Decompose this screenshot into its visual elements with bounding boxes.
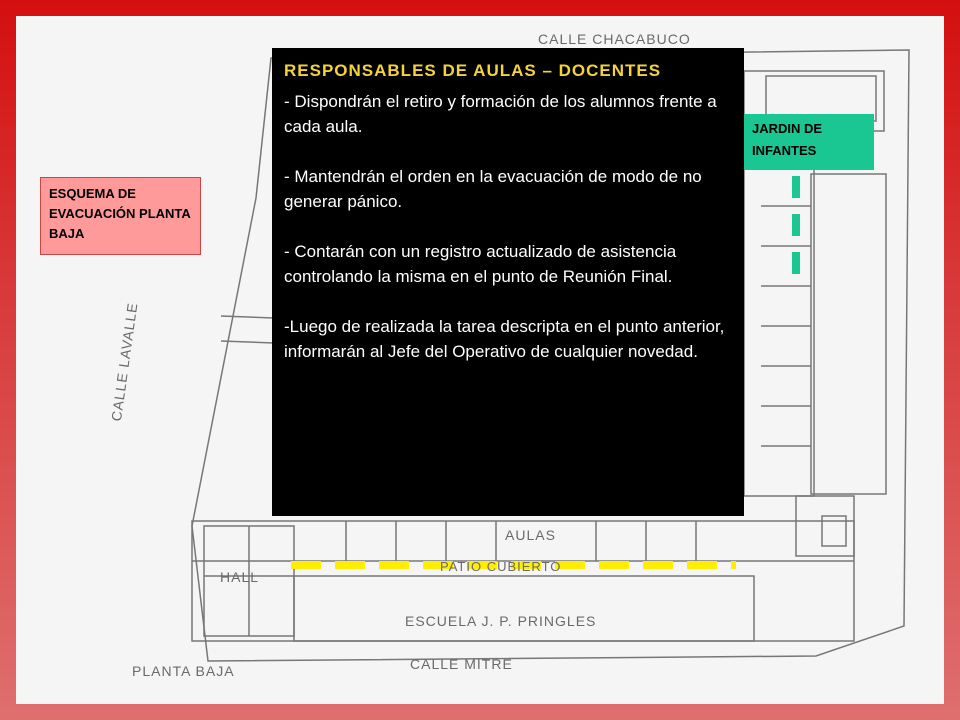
label-escuela: ESCUELA J. P. PRINGLES xyxy=(405,613,597,629)
label-calle-mitre: CALLE MITRE xyxy=(410,656,513,672)
evacuation-scheme-label: ESQUEMA DE EVACUACIÓN PLANTA BAJA xyxy=(40,177,201,255)
panel-item: - Dispondrán el retiro y formación de los alumnos frente a cada aula. xyxy=(284,92,717,136)
panel-item: -Luego de realizada la tarea descripta en el punto anterior, informarán al Jefe del Operativo de cualquier novedad. xyxy=(284,317,725,361)
panel-item: - Contarán con un registro actualizado de asistencia controlando la misma en el punto de Reunión Final. xyxy=(284,242,677,286)
responsibilities-panel xyxy=(272,48,744,516)
label-planta-baja: PLANTA BAJA xyxy=(132,663,235,679)
jardin-infantes-label: JARDIN DE INFANTES xyxy=(744,114,874,170)
panel-title: RESPONSABLES DE AULAS – DOCENTES xyxy=(284,61,662,80)
label-hall: HALL xyxy=(220,569,260,585)
panel-item: - Mantendrán el orden en la evacuación de modo de no generar pánico. xyxy=(284,167,702,211)
label-patio-cubierto: PATIO CUBIERTO xyxy=(440,559,562,574)
label-aulas: AULAS xyxy=(505,527,556,543)
label-calle-chacabuco: CALLE CHACABUCO xyxy=(538,31,691,47)
label-calle-lavalle: CALLE LAVALLE xyxy=(108,301,141,423)
